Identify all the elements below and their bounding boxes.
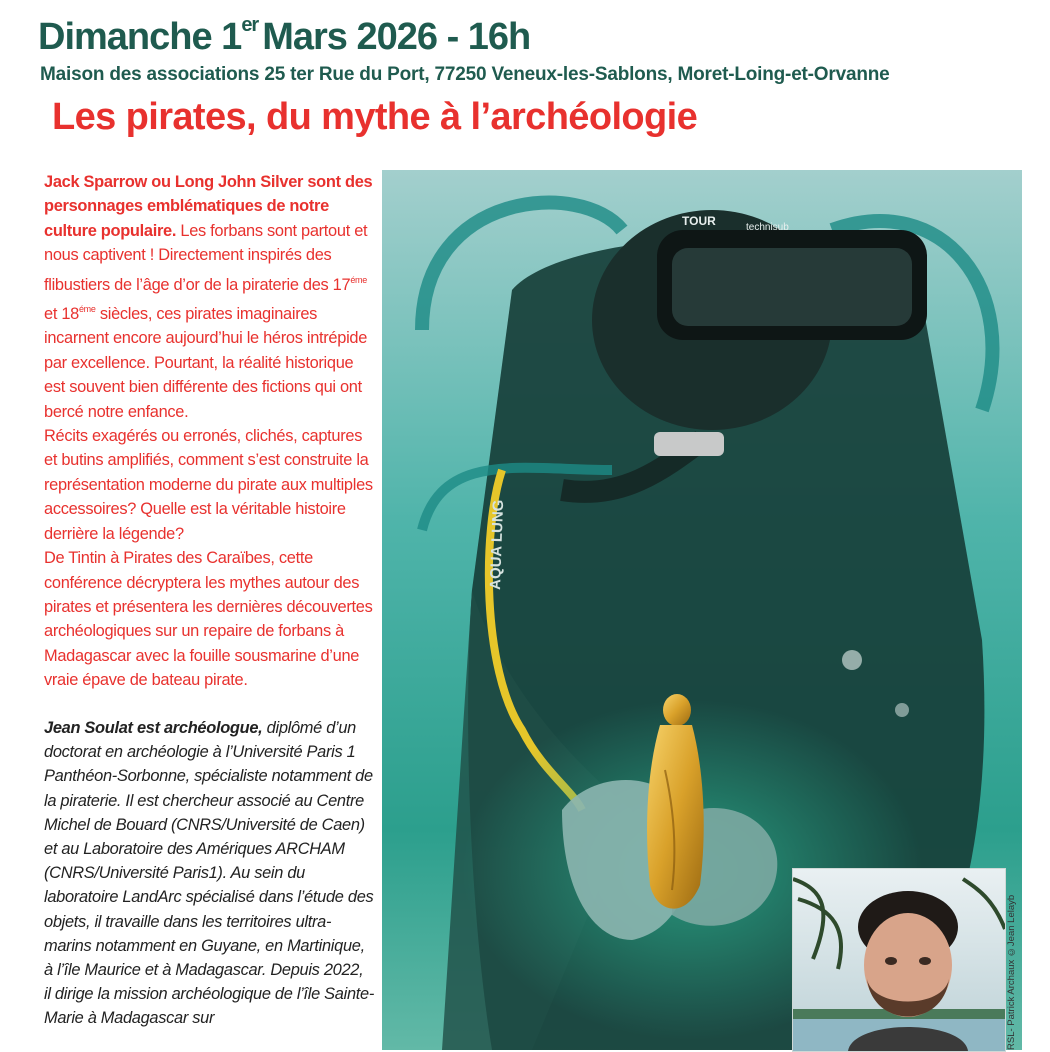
bio-lead: Jean Soulat est archéologue, <box>44 719 263 737</box>
mask-brand-label-2: technisub <box>746 222 789 233</box>
page-title: Les pirates, du mythe à l’archéologie <box>52 96 698 138</box>
suit-brand-label: AQUA LUNG <box>487 499 508 591</box>
speaker-portrait <box>792 868 1006 1052</box>
intro-text <box>44 170 374 693</box>
event-address: Maison des associations 25 ter Rue du Port, 77250 Veneux-les-Sablons, Moret-Loing-et-Orvanne <box>40 64 890 85</box>
intro-lead: Jack Sparrow ou Long John Silver sont des personnages emblématiques de notre culture populaire. <box>44 173 373 240</box>
event-date: Dimanche 1er Mars 2026 - 16h <box>38 14 531 58</box>
speaker-bio: Jean Soulat est archéologue, diplômé d’un doctorat en archéologie à l’Université Paris 1 Panthéon-Sorbonne, spécialiste notamment de la piraterie. Il est chercheur associé au Centre Michel de Bouard (CNRS/Université de Caen) et au Laboratoire des Amériques ARCHAM (CNRS/Université Paris1). Au sein du laboratoire LandArc spécialisé dans l’étude des objets, il travaille dans les territoires ultra-marins notamment en Guyane, en Martinique, à l’île Maurice et à Madagascar. Depuis 2022, il dirige la mission archéologique de l’île Sainte-Marie à Madagascar sur <box>44 719 375 1028</box>
intro-paragraph-2: Récits exagérés ou erronés, clichés, captures et butins amplifiés, comment s’est construite la représentation moderne du pirate aux multiples accessoires? Quelle est la véritable histoire derrière la légende? <box>44 427 373 543</box>
intro-paragraph-3: De Tintin à Pirates des Caraïbes, cette conférence décryptera les mythes autour des pirates et présentera les dernières découvertes archéologiques sur un repaire de forbans à Madagascar avec la fouille sousmarine d’une vraie épave de bateau pirate. <box>44 549 373 690</box>
date-superscript: er <box>241 14 259 36</box>
mask-brand-label: TOUR <box>682 214 716 228</box>
photo-credit: RSL- Patrick Archaux ©Jean Lelayb <box>1006 894 1017 1050</box>
intro-paragraph-1: Jack Sparrow ou Long John Silver sont des personnages emblématiques de notre culture populaire. Les forbans sont partout et nous captivent ! Directement inspirés des flibustiers de l’âge d’or de la piraterie des $17^{éme}$ et $18^{éme}$ siècles, ces pirates imaginaires incarnent encore aujourd’hui le héros intrépide par excellence. Pourtant, la réalité historique est souvent bien différente des fictions qui ont bercé notre enfance. <box>44 173 373 421</box>
